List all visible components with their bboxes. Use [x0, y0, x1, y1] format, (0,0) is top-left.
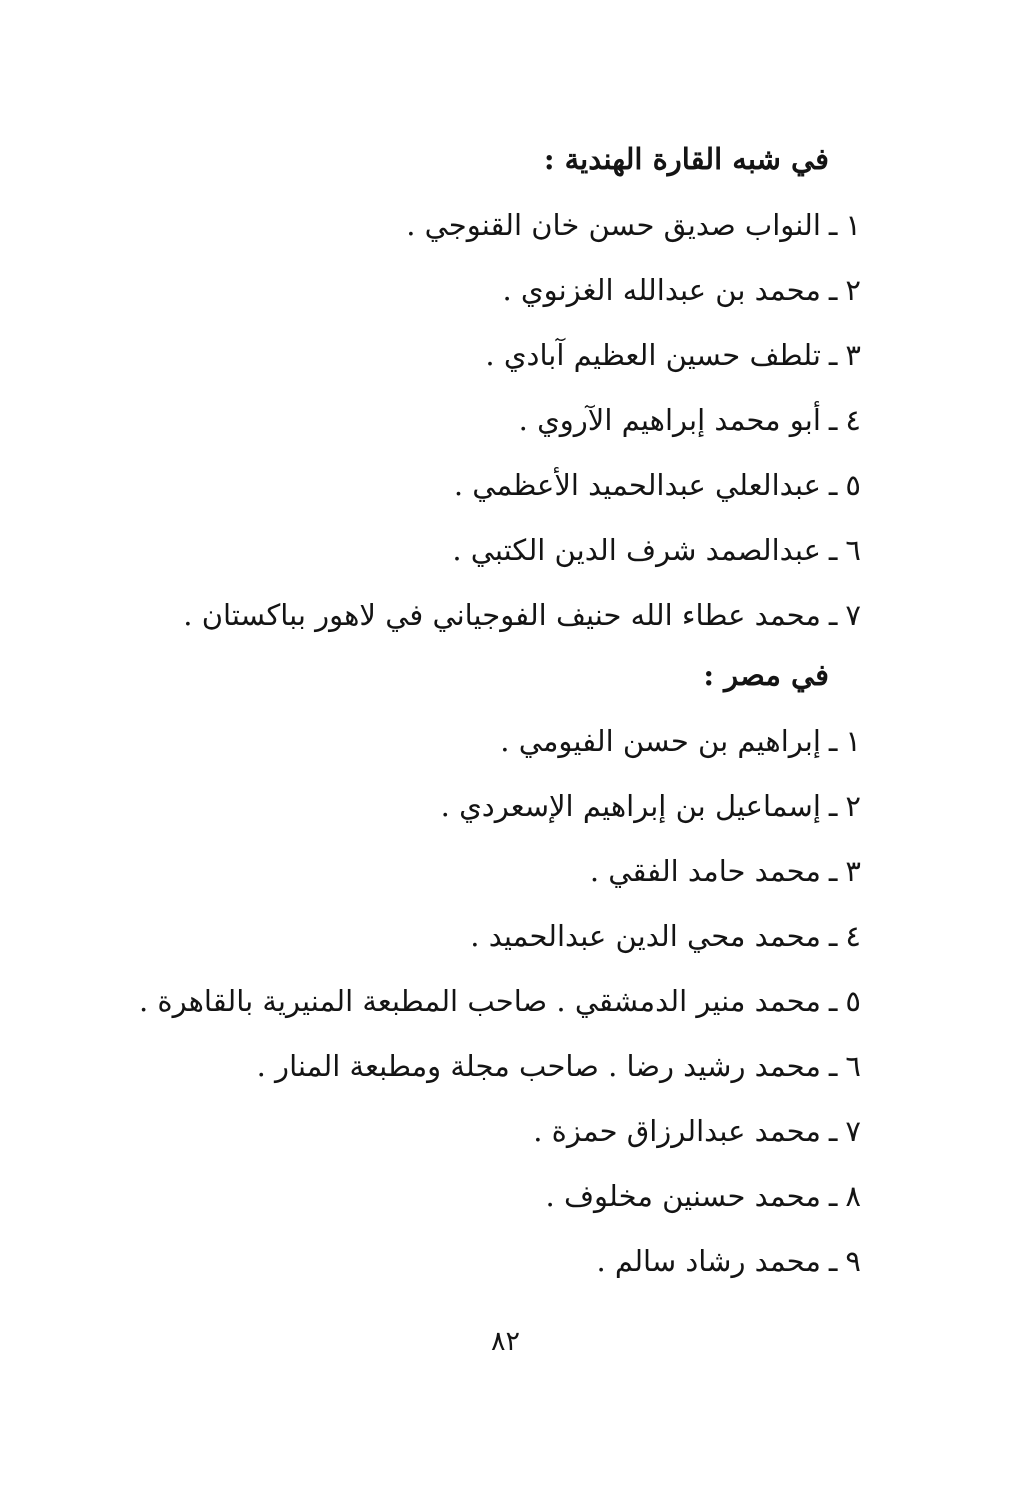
item-number: ٩ [845, 1244, 861, 1278]
item-number: ٧ [845, 598, 861, 632]
list-item: ٣ـتلطف حسين العظيم آبادي . [0, 328, 1011, 393]
item-number: ١ [845, 724, 861, 758]
list-item: ٩ـمحمد رشاد سالم . [0, 1234, 1011, 1299]
item-number: ٦ [845, 1049, 861, 1083]
item-number: ٥ [845, 468, 861, 502]
page-number: ٨٢ [490, 1326, 520, 1357]
item-text: إسماعيل بن إبراهيم الإسعردي . [440, 789, 821, 823]
item-number: ٣ [845, 854, 861, 888]
item-number: ٦ [845, 533, 861, 567]
item-number: ٤ [845, 919, 861, 953]
section-heading: في شبه القارة الهندية : [543, 142, 829, 176]
item-text: إبراهيم بن حسن الفيومي . [500, 724, 821, 758]
list-item: ٤ـمحمد محي الدين عبدالحميد . [0, 909, 1011, 974]
list-item: ٢ـمحمد بن عبدالله الغزنوي . [0, 263, 1011, 328]
list-item: ٧ـمحمد عبدالرزاق حمزة . [0, 1104, 1011, 1169]
item-number: ٥ [845, 984, 861, 1018]
list-item: ٥ـعبدالعلي عبدالحميد الأعظمي . [0, 458, 1011, 523]
item-number: ٢ [845, 789, 861, 823]
item-text: محمد بن عبدالله الغزنوي . [502, 273, 821, 307]
item-text: محمد حسنين مخلوف . [545, 1179, 821, 1213]
item-number: ٤ [845, 403, 861, 437]
item-text: محمد حامد الفقي . [589, 854, 821, 888]
section-heading: في مصر : [703, 658, 829, 692]
item-number: ٨ [845, 1179, 861, 1213]
item-text: محمد عطاء الله حنيف الفوجياني في لاهور بباكستان . [183, 598, 821, 632]
item-text: عبدالعلي عبدالحميد الأعظمي . [453, 468, 821, 502]
list-item: ٢ـإسماعيل بن إبراهيم الإسعردي . [0, 779, 1011, 844]
list-item: ٨ـمحمد حسنين مخلوف . [0, 1169, 1011, 1234]
item-text: محمد منير الدمشقي . صاحب المطبعة المنيرية بالقاهرة . [138, 984, 821, 1018]
item-number: ٣ [845, 338, 861, 372]
section-indian-subcontinent [0, 132, 1011, 653]
list-item: ٣ـمحمد حامد الفقي . [0, 844, 1011, 909]
item-text: محمد عبدالرزاق حمزة . [533, 1114, 821, 1148]
list-item: ٦ـمحمد رشيد رضا . صاحب مجلة ومطبعة المنار . [0, 1039, 1011, 1104]
item-text: محمد رشاد سالم . [596, 1244, 821, 1278]
item-text: عبدالصمد شرف الدين الكتبي . [452, 533, 821, 567]
item-text: محمد رشيد رضا . صاحب مجلة ومطبعة المنار . [256, 1049, 821, 1083]
item-number: ٢ [845, 273, 861, 307]
list-item: ١ـإبراهيم بن حسن الفيومي . [0, 714, 1011, 779]
list-item: ٤ـأبو محمد إبراهيم الآروي . [0, 393, 1011, 458]
item-number: ٧ [845, 1114, 861, 1148]
item-number: ١ [845, 208, 861, 242]
item-text: تلطف حسين العظيم آبادي . [485, 338, 821, 372]
section-egypt [0, 648, 1011, 1299]
list-item: ٧ـمحمد عطاء الله حنيف الفوجياني في لاهور بباكستان . [0, 588, 1011, 653]
item-text: محمد محي الدين عبدالحميد . [470, 919, 821, 953]
list-item: ٦ـعبدالصمد شرف الدين الكتبي . [0, 523, 1011, 588]
item-text: النواب صديق حسن خان القنوجي . [406, 208, 821, 242]
list-item: ٥ـمحمد منير الدمشقي . صاحب المطبعة المنيرية بالقاهرة . [0, 974, 1011, 1039]
item-text: أبو محمد إبراهيم الآروي . [518, 403, 821, 437]
list-item: ١ـالنواب صديق حسن خان القنوجي . [0, 198, 1011, 263]
